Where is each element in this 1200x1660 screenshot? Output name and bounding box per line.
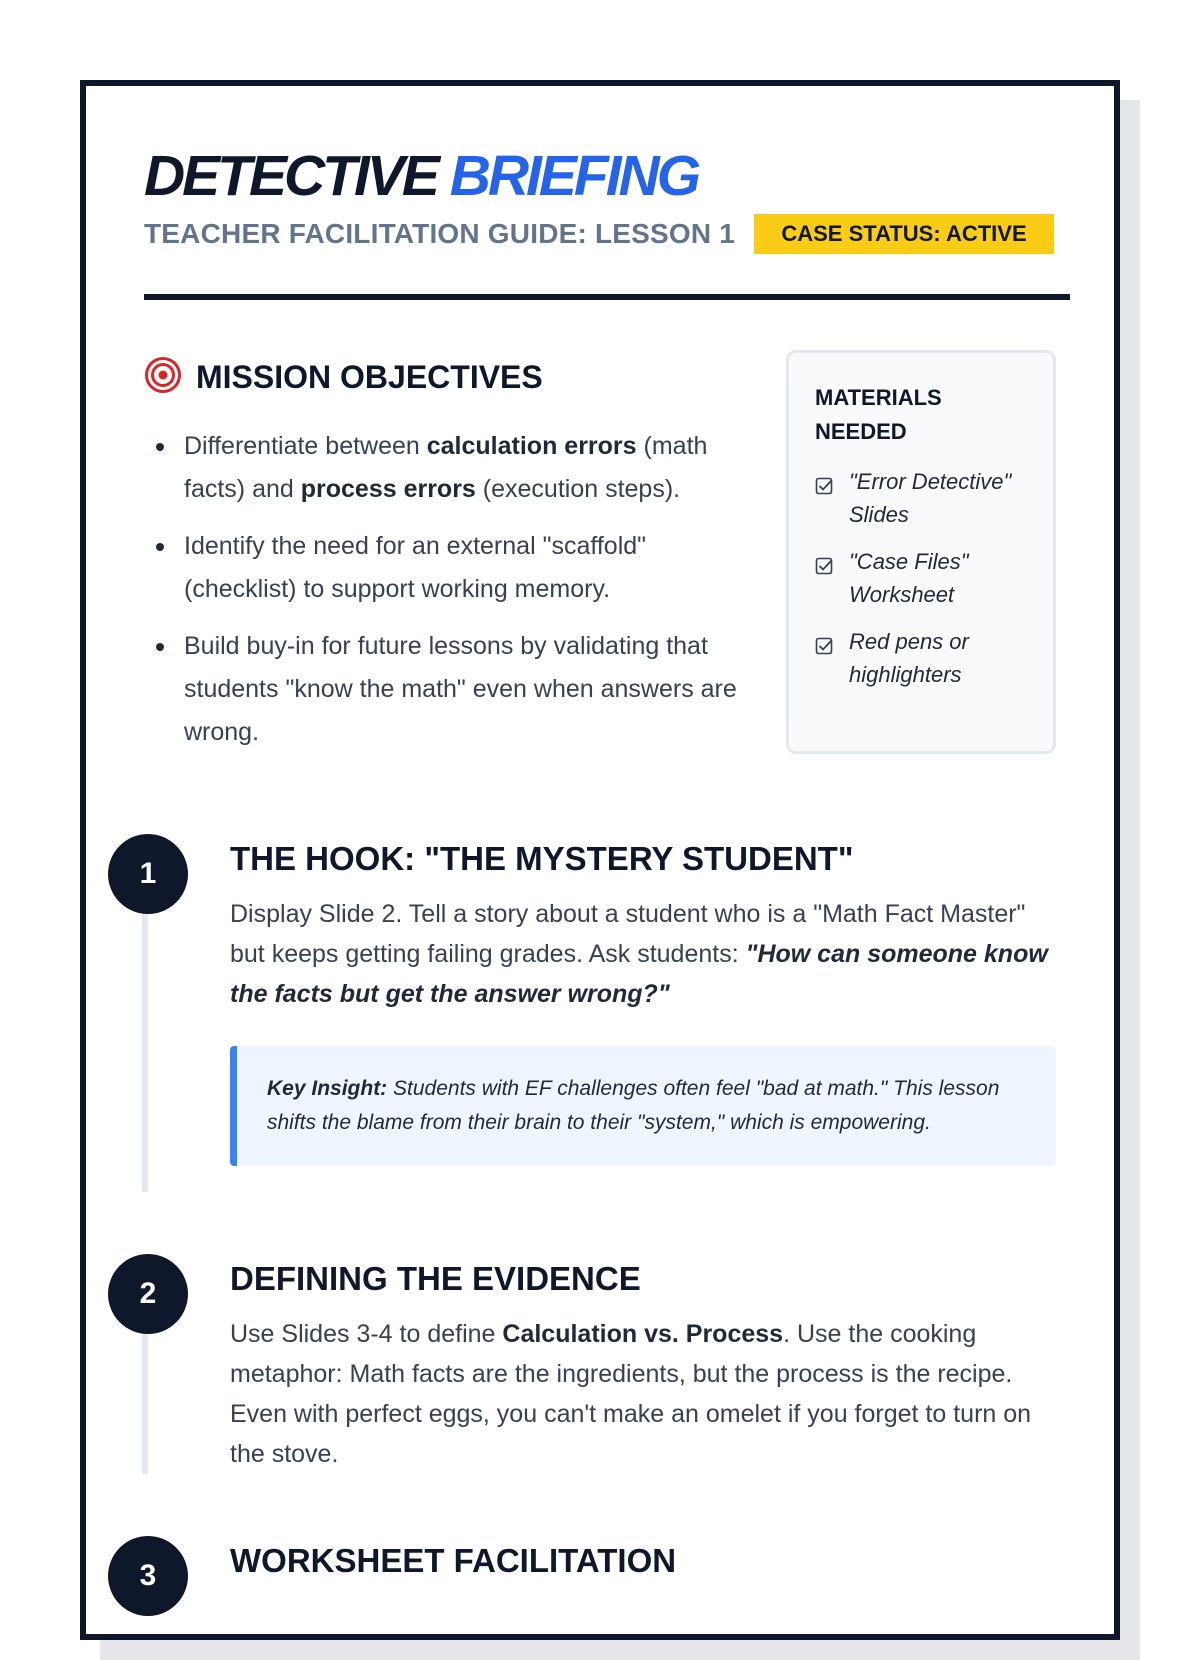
- step-connector-line: [142, 1314, 148, 1474]
- step-number-badge: 1: [108, 834, 188, 914]
- step-connector-line: [142, 894, 148, 1192]
- briefing-page: [80, 80, 1120, 1640]
- subtitle-row: [144, 214, 1056, 254]
- checkbox-icon: [815, 545, 849, 611]
- material-item: "Case Files" Worksheet: [815, 545, 1027, 611]
- mission-objectives: [144, 356, 744, 768]
- title-part-2: BRIEFING: [449, 144, 699, 208]
- step-title: DEFINING THE EVIDENCE: [230, 1260, 641, 1297]
- material-item: "Error Detective" Slides: [815, 465, 1027, 531]
- header-divider: [144, 294, 1070, 300]
- page-title: [144, 146, 1056, 206]
- checkbox-icon: [815, 625, 849, 691]
- objectives-header: [144, 356, 744, 399]
- step-3: [108, 1536, 1056, 1592]
- materials-list: [815, 465, 1027, 691]
- status-badge: CASE STATUS: ACTIVE: [754, 214, 1054, 254]
- checkbox-icon: [815, 465, 849, 531]
- material-item: Red pens or highlighters: [815, 625, 1027, 691]
- objective-item: Identify the need for an external "scaffold" (checklist) to support working memory.: [154, 525, 744, 611]
- materials-heading: MATERIALS NEEDED: [815, 385, 942, 444]
- title-part-1: DETECTIVE: [144, 144, 437, 208]
- step-1: [108, 834, 1056, 1254]
- objectives-heading: MISSION OBJECTIVES: [196, 359, 543, 395]
- step-text: Use Slides 3-4 to define Calculation vs. Process. Use the cooking metaphor: Math facts are the ingredients, but the process is the recipe. Even with perfect eggs, you can't make an omelet if you forget to turn on the stove.: [230, 1320, 1032, 1468]
- key-insight-callout: Key Insight: Students with EF challenges often feel "bad at math." This lesson shifts the blame from their brain to their "system," which is empowering.: [230, 1046, 1056, 1166]
- page-subtitle: TEACHER FACILITATION GUIDE: LESSON 1: [144, 218, 736, 249]
- step-title: THE HOOK: "THE MYSTERY STUDENT": [230, 840, 854, 877]
- materials-box: [786, 350, 1056, 754]
- step-2: [108, 1254, 1056, 1536]
- lesson-steps: [108, 834, 1056, 1592]
- target-icon: [144, 356, 182, 399]
- objectives-list: [144, 425, 744, 754]
- overview-section: [144, 356, 1056, 768]
- objective-item: Differentiate between calculation errors (math facts) and process errors (execution steps).: [154, 425, 744, 511]
- step-title: WORKSHEET FACILITATION: [230, 1542, 677, 1579]
- step-text: Display Slide 2. Tell a story about a student who is a "Math Fact Master" but keeps getting failing grades. Ask students: "How can someone know the facts but get the answer wrong?": [230, 900, 1048, 1008]
- step-number-badge: 2: [108, 1254, 188, 1334]
- objective-item: Build buy-in for future lessons by validating that students "know the math" even when answers are wrong.: [154, 625, 744, 754]
- step-number-badge: 3: [108, 1536, 188, 1616]
